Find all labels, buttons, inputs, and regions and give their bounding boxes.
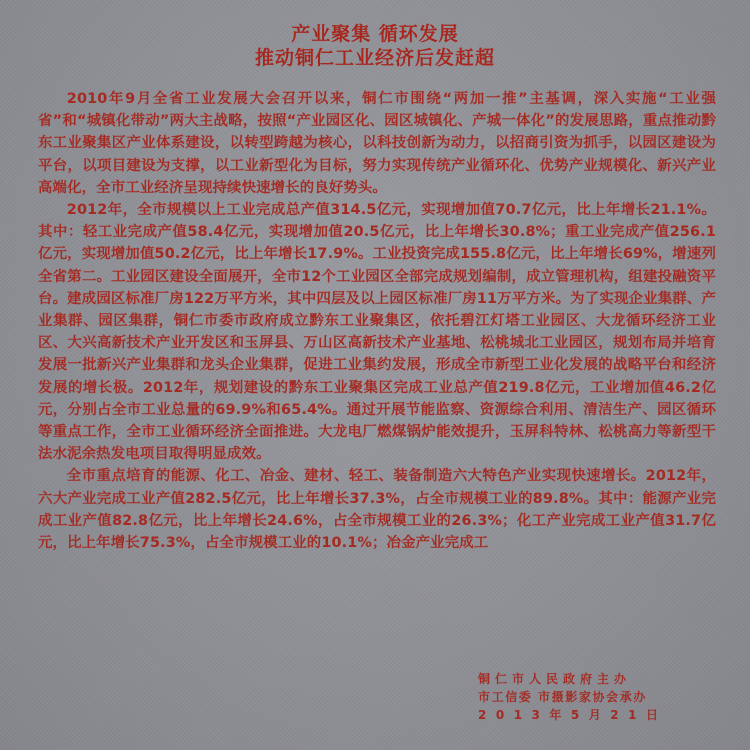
document-title [0, 22, 750, 70]
signature-organizer: 市工信委 市摄影家协会承办 [478, 690, 647, 704]
title-line-2: 推动铜仁工业经济后发赶超 [254, 47, 495, 69]
title-line-1: 产业聚集 循环发展 [291, 23, 459, 45]
signature-date: 2013年5月21日 [478, 708, 668, 722]
paragraph-2012-results: 2012年，全市规模以上工业完成总产值314.5亿元，实现增加值70.7亿元，比上年增长21.1%。其中：轻工业完成产值58.4亿元，实现增加值20.5亿元，比上年增长30.8%；重工业完成产值256.1亿元，实现增加值50.2亿元，比上年增长17.9%。工业投资完成155.8亿元，比上年增长69%，增速列全省第二。工业园区建设全面展开，全市12个工业园区全部完成规划编制，成立管理机构，组建投融资平台。建成园区标准厂房122万平方米，其中四层及以上园区标准厂房11万平方米。为了实现企业集群、产业集群、园区集群，铜仁市委市政府成立黔东工业聚集区，依托碧江灯塔工业园区、大龙循环经济工业区、大兴高新技术产业开发区和玉屏县、万山区高新技术产业基地、松桃城北工业园区，规划布局并培育发展一批新兴产业集群和龙头企业集群，促进工业集约发展，形成全市新型工业化发展的战略平台和经济发展的增长极。2012年，规划建设的黔东工业聚集区完成工业总产值219.8亿元，工业增加值46.2亿元，分别占全市工业总量的69.9%和65.4%。通过开展节能监察、资源综合利用、清洁生产、园区循环等重点工作，全市工业循环经济全面推进。大龙电厂燃煤锅炉能效提升，玉屏科特林、松桃高力等新型干法水泥余热发电项目取得明显成效。 [38, 202, 716, 463]
signature-block [478, 670, 708, 724]
document-body [38, 88, 716, 554]
signature-host: 铜仁市人民政府主办 [478, 672, 632, 686]
paragraph-intro: 2010年9月全省工业发展大会召开以来，铜仁市围绕“两加一推”主基调，深入实施“工业强省”和“城镇化带动”两大主战略，按照“产业园区化、园区城镇化、产城一体化”的发展思路，重点推动黔东工业聚集区产业体系建设，以转型跨越为核心，以科技创新为动力，以招商引资为抓手，以园区建设为平台，以项目建设为支撑，以工业新型化为目标，努力实现传统产业循环化、优势产业规模化、新兴产业高端化，全市工业经济呈现持续快速增长的良好势头。 [38, 91, 716, 196]
paragraph-six-industries: 全市重点培育的能源、化工、冶金、建材、轻工、装备制造六大特色产业实现快速增长。2012年，六大产业完成工业产值282.5亿元，比上年增长37.3%，占全市规模工业的89.8%。其中：能源产业完成工业产值82.8亿元，比上年增长24.6%，占全市规模工业的26.3%；化工产业完成工业产值31.7亿元，比上年增长75.3%，占全市规模工业的10.1%；冶金产业完成工 [38, 468, 716, 552]
